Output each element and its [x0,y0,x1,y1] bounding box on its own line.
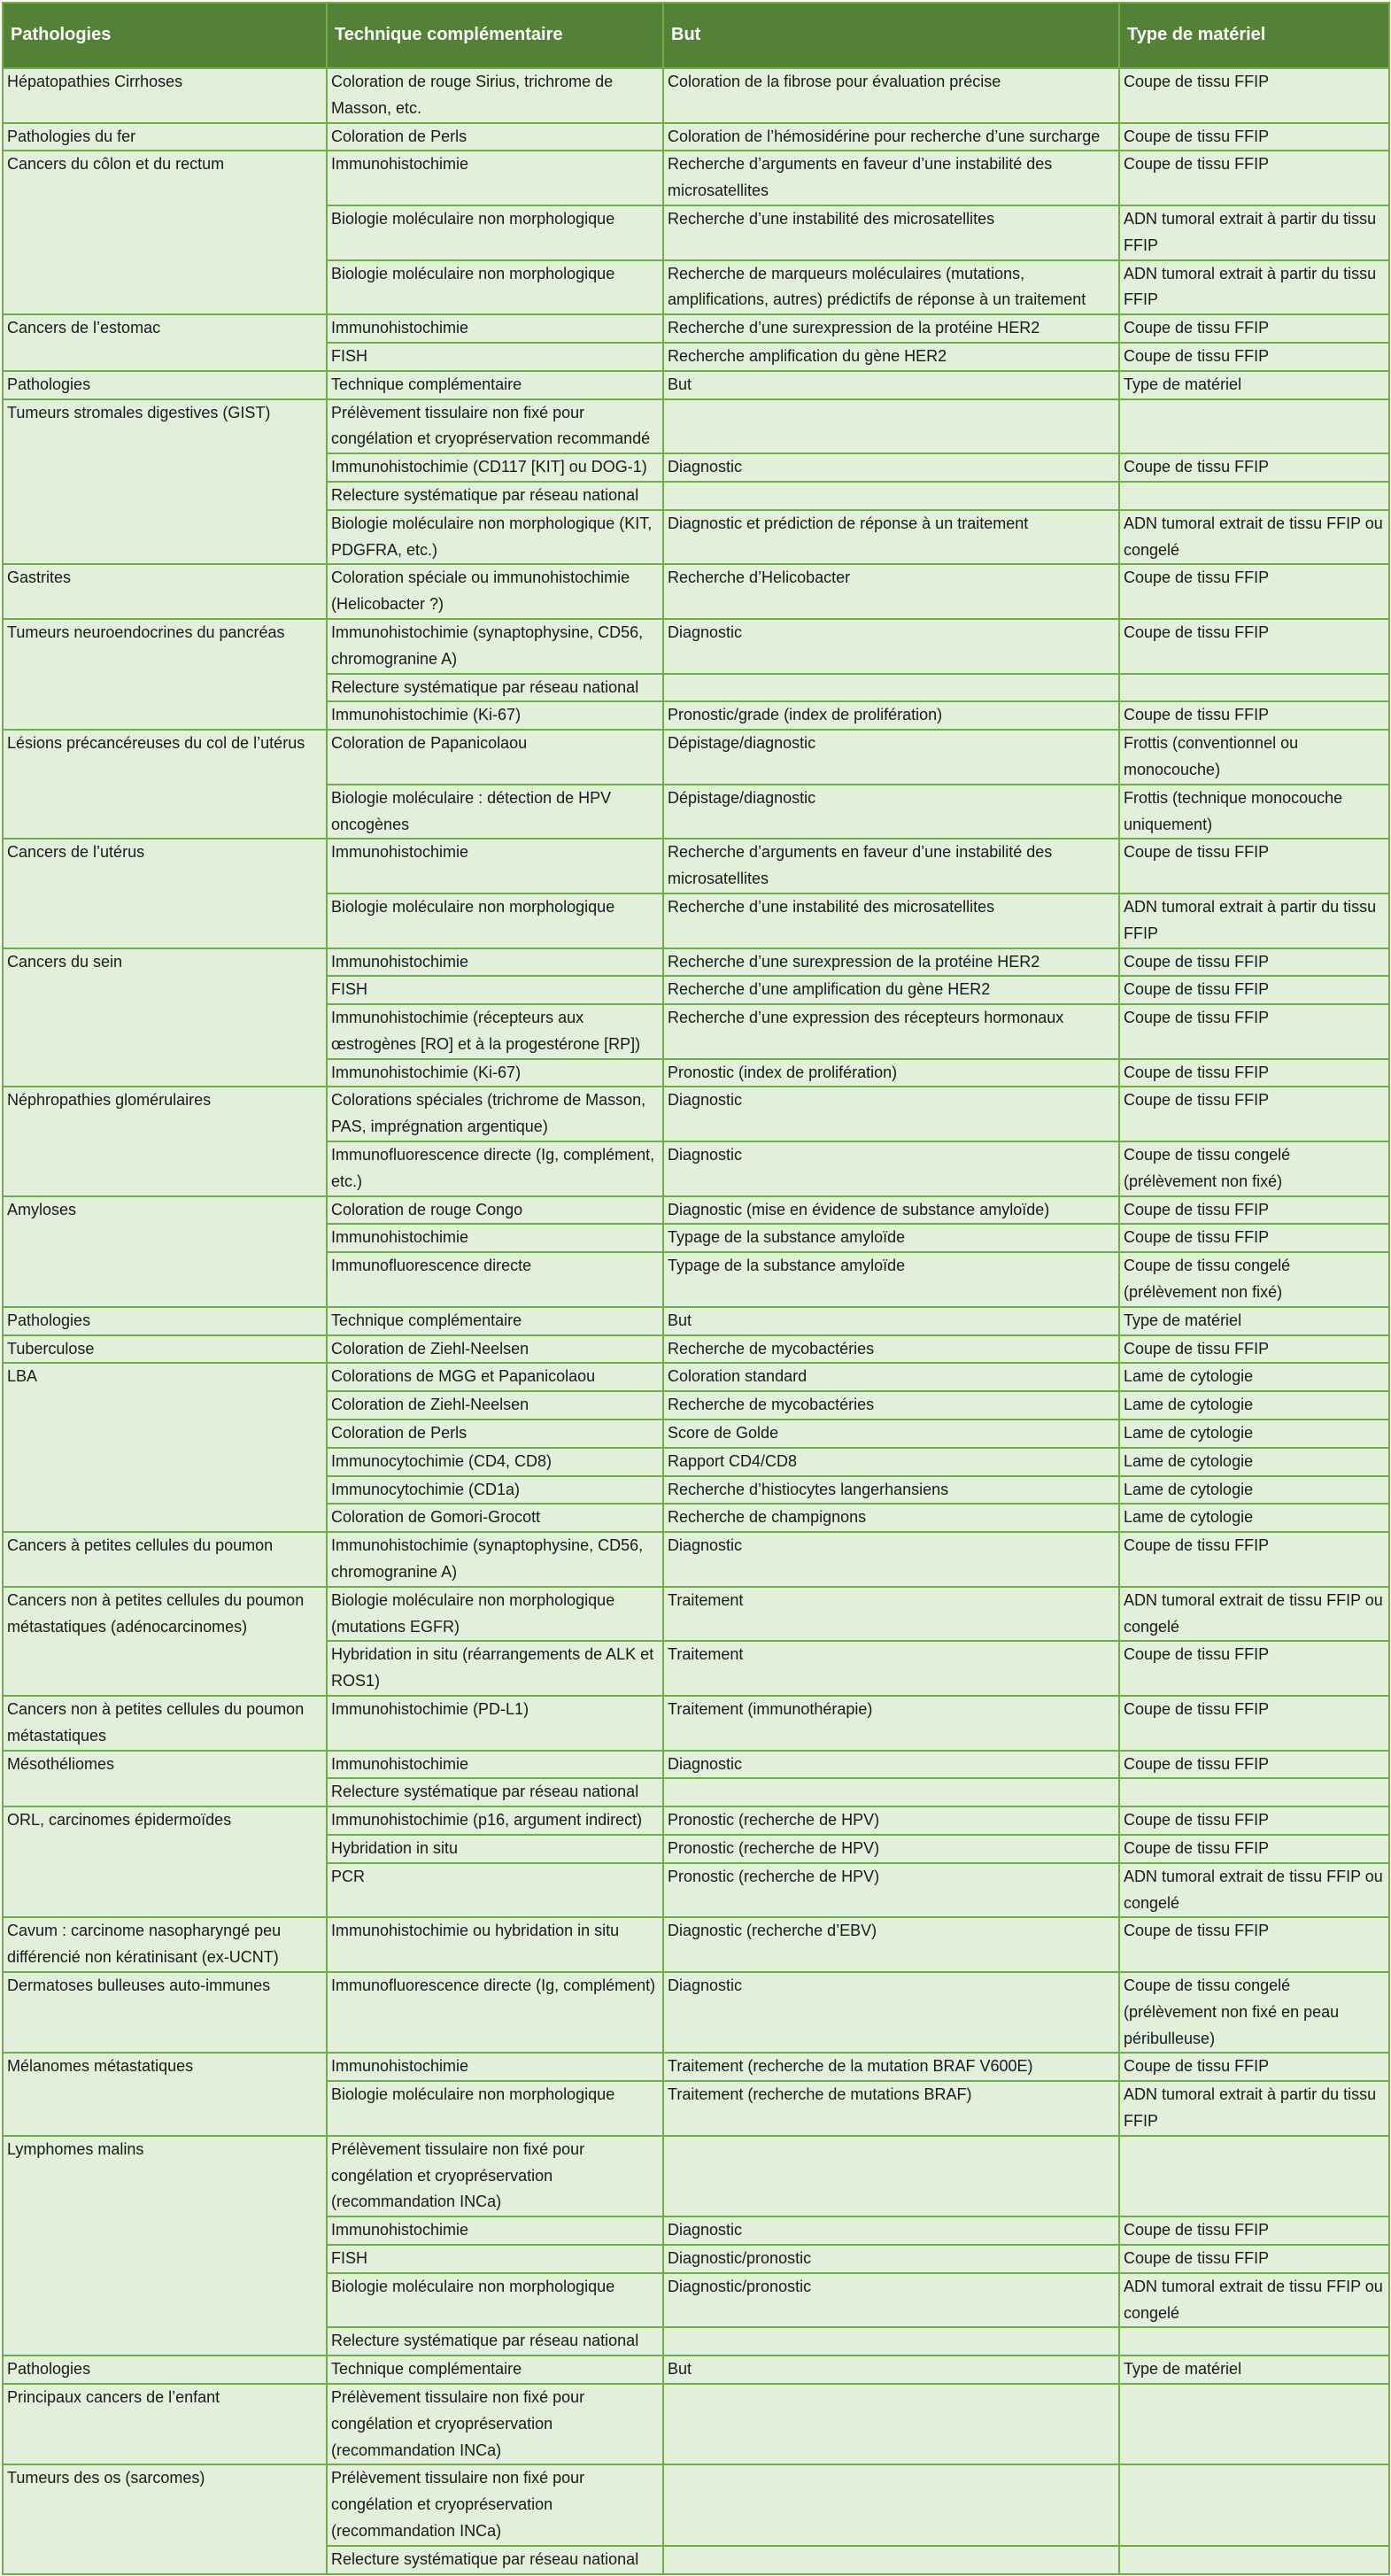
technique-cell: Coloration de rouge Congo [327,1196,663,1225]
goal-cell: Diagnostic (recherche d’EBV) [663,1917,1119,1972]
header-materiel: Type de matériel [1119,3,1389,68]
goal-cell: Coloration standard [663,1363,1119,1391]
material-cell: Lame de cytologie [1119,1504,1389,1532]
pathology-cell: Dermatoses bulleuses auto-immunes [3,1972,327,2053]
technique-cell: Relecture systématique par réseau national [327,1778,663,1806]
material-cell: Coupe de tissu FFIP [1119,2216,1389,2245]
goal-cell [663,2464,1119,2545]
technique-cell: Immunohistochimie [327,2216,663,2245]
technique-cell: Immunofluorescence directe [327,1252,663,1307]
material-cell: Coupe de tissu FFIP [1119,1335,1389,1364]
technique-cell: Biologie moléculaire : détection de HPV oncogènes [327,785,663,839]
table-row [3,2384,1389,2464]
goal-cell [663,674,1119,702]
table-row [3,1335,1389,1364]
pathology-cell: Hépatopathies Cirrhoses [3,68,327,123]
pathology-cell: Cancers non à petites cellules du poumon métastatiques [3,1696,327,1751]
table-row [3,399,1389,454]
pathology-cell: Cancers à petites cellules du poumon [3,1532,327,1587]
material-cell: Coupe de tissu FFIP [1119,619,1389,674]
pathology-cell: Amyloses [3,1196,327,1307]
technique-cell: PCR [327,1863,663,1918]
pathology-cell: Pathologies du fer [3,123,327,151]
pathology-cell: Tuberculose [3,1335,327,1364]
material-cell: ADN tumoral extrait à partir du tissu FFIP [1119,260,1389,315]
material-cell: Coupe de tissu FFIP [1119,151,1389,205]
material-cell: Coupe de tissu FFIP [1119,1641,1389,1696]
goal-cell: Recherche d’une surexpression de la protéine HER2 [663,314,1119,343]
technique-cell: FISH [327,2245,663,2273]
technique-cell: Immunocytochimie (CD1a) [327,1476,663,1505]
technique-cell: Immunohistochimie [327,314,663,343]
material-cell: ADN tumoral extrait de tissu FFIP ou congelé [1119,2273,1389,2328]
pathology-cell: Néphropathies glomérulaires [3,1087,327,1195]
goal-cell: Recherche d’Helicobacter [663,564,1119,619]
technique-cell: Prélèvement tissulaire non fixé pour congélation et cryopréservation (recommandation INCa) [327,2464,663,2545]
technique-cell: Coloration de Papanicolaou [327,730,663,785]
technique-cell: Colorations de MGG et Papanicolaou [327,1363,663,1391]
goal-cell: Recherche d’arguments en faveur d’une instabilité des microsatellites [663,151,1119,205]
goal-cell: Typage de la substance amyloïde [663,1252,1119,1307]
technique-cell: Immunofluorescence directe (Ig, complément) [327,1972,663,2053]
goal-cell: But [663,371,1119,399]
pathology-cell: ORL, carcinomes épidermoïdes [3,1806,327,1917]
technique-cell: Biologie moléculaire non morphologique [327,2081,663,2136]
goal-cell: Coloration de la fibrose pour évaluation précise [663,68,1119,123]
material-cell: ADN tumoral extrait à partir du tissu FFIP [1119,2081,1389,2136]
technique-cell: Coloration de Perls [327,123,663,151]
table-row [3,1806,1389,1835]
technique-cell: Colorations spéciales (trichrome de Masson, PAS, imprégnation argentique) [327,1087,663,1141]
goal-cell [663,2136,1119,2216]
technique-cell: Technique complémentaire [327,371,663,399]
goal-cell: Diagnostic [663,1532,1119,1587]
material-cell: Coupe de tissu FFIP [1119,2053,1389,2081]
header-row [3,3,1389,68]
material-cell: Coupe de tissu FFIP [1119,1806,1389,1835]
technique-cell: Biologie moléculaire non morphologique [327,2273,663,2328]
material-cell: Coupe de tissu FFIP [1119,314,1389,343]
technique-cell: Relecture systématique par réseau national [327,674,663,702]
goal-cell: Recherche d’une instabilité des microsatellites [663,205,1119,260]
material-cell [1119,2327,1389,2356]
goal-cell [663,2546,1119,2574]
goal-cell: Recherche de champignons [663,1504,1119,1532]
technique-cell: Biologie moléculaire non morphologique (mutations EGFR) [327,1587,663,1642]
goal-cell [663,1778,1119,1806]
technique-cell: Immunohistochimie (PD-L1) [327,1696,663,1751]
goal-cell: But [663,2356,1119,2384]
pathology-cell: Mélanomes métastatiques [3,2053,327,2135]
material-cell: Coupe de tissu FFIP [1119,68,1389,123]
technique-cell: Prélèvement tissulaire non fixé pour congélation et cryopréservation recommandé [327,399,663,454]
material-cell: Type de matériel [1119,1307,1389,1335]
table-body [3,68,1389,2574]
material-cell: Coupe de tissu FFIP [1119,1059,1389,1087]
table-row [3,564,1389,619]
goal-cell [663,399,1119,454]
goal-cell: Diagnostic [663,453,1119,482]
material-cell: Coupe de tissu FFIP [1119,564,1389,619]
table-row [3,1532,1389,1587]
material-cell: Coupe de tissu congelé (prélèvement non fixé) [1119,1141,1389,1196]
table-row [3,1363,1389,1391]
goal-cell: Traitement [663,1587,1119,1642]
technique-cell: Coloration de Perls [327,1420,663,1448]
material-cell: ADN tumoral extrait de tissu FFIP ou congelé [1119,1587,1389,1642]
goal-cell: Pronostic (recherche de HPV) [663,1806,1119,1835]
technique-cell: Technique complémentaire [327,2356,663,2384]
header-pathologies: Pathologies [3,3,327,68]
table-row [3,68,1389,123]
pathology-cell: Pathologies [3,1307,327,1335]
table-row [3,619,1389,674]
goal-cell: Recherche d’une instabilité des microsatellites [663,893,1119,948]
technique-cell: Biologie moléculaire non morphologique [327,893,663,948]
goal-cell: Diagnostic [663,1087,1119,1141]
goal-cell [663,482,1119,510]
goal-cell: Diagnostic [663,1751,1119,1779]
goal-cell: Diagnostic [663,1141,1119,1196]
table-header [3,3,1389,68]
material-cell: Lame de cytologie [1119,1476,1389,1505]
technique-cell: Immunohistochimie [327,2053,663,2081]
table-row [3,2356,1389,2384]
table-row [3,371,1389,399]
material-cell [1119,2136,1389,2216]
technique-cell: Prélèvement tissulaire non fixé pour congélation et cryopréservation (recommandation INCa) [327,2384,663,2464]
material-cell: ADN tumoral extrait à partir du tissu FFIP [1119,893,1389,948]
material-cell: Coupe de tissu FFIP [1119,1532,1389,1587]
goal-cell: Recherche d’une amplification du gène HER2 [663,976,1119,1004]
goal-cell: Recherche d’une expression des récepteurs hormonaux [663,1004,1119,1059]
pathology-cell: Cavum : carcinome nasopharyngé peu différencié non kératinisant (ex-UCNT) [3,1917,327,1972]
material-cell [1119,1778,1389,1806]
goal-cell: Traitement [663,1641,1119,1696]
goal-cell: Diagnostic [663,2216,1119,2245]
pathology-cell: Gastrites [3,564,327,619]
material-cell: Coupe de tissu congelé (prélèvement non fixé en peau péribulleuse) [1119,1972,1389,2053]
material-cell: Coupe de tissu FFIP [1119,1196,1389,1225]
pathology-cell: Cancers du côlon et du rectum [3,151,327,314]
material-cell: ADN tumoral extrait à partir du tissu FFIP [1119,205,1389,260]
material-cell: Type de matériel [1119,2356,1389,2384]
material-cell: ADN tumoral extrait de tissu FFIP ou congelé [1119,510,1389,565]
technique-cell: Immunohistochimie (CD117 [KIT] ou DOG-1) [327,453,663,482]
goal-cell: Typage de la substance amyloïde [663,1224,1119,1252]
goal-cell: Pronostic (recherche de HPV) [663,1835,1119,1863]
table-row [3,1751,1389,1779]
table-row [3,1307,1389,1335]
technique-cell: Biologie moléculaire non morphologique (KIT, PDGFRA, etc.) [327,510,663,565]
technique-cell: Coloration de Gomori-Grocott [327,1504,663,1532]
material-cell: Coupe de tissu FFIP [1119,453,1389,482]
material-cell [1119,674,1389,702]
technique-cell: Immunohistochimie (Ki-67) [327,1059,663,1087]
goal-cell: Diagnostic/pronostic [663,2245,1119,2273]
technique-cell: FISH [327,343,663,371]
material-cell: Frottis (conventionnel ou monocouche) [1119,730,1389,785]
pathology-cell: Pathologies [3,2356,327,2384]
pathology-cell: Cancers de l’estomac [3,314,327,371]
goal-cell: Traitement (recherche de la mutation BRAF V600E) [663,2053,1119,2081]
technique-cell: Immunohistochimie [327,151,663,205]
material-cell: Coupe de tissu FFIP [1119,2245,1389,2273]
technique-cell: Prélèvement tissulaire non fixé pour congélation et cryopréservation (recommandation INCa) [327,2136,663,2216]
material-cell: Frottis (technique monocouche uniquement) [1119,785,1389,839]
technique-cell: Biologie moléculaire non morphologique [327,260,663,315]
goal-cell: Recherche de marqueurs moléculaires (mutations, amplifications, autres) prédictifs de réponse à un traitement [663,260,1119,315]
material-cell: Coupe de tissu FFIP [1119,1087,1389,1141]
material-cell: Coupe de tissu FFIP [1119,123,1389,151]
material-cell: Coupe de tissu FFIP [1119,1751,1389,1779]
pathology-cell: Lymphomes malins [3,2136,327,2356]
table-row [3,2053,1389,2081]
material-cell [1119,2464,1389,2545]
goal-cell: But [663,1307,1119,1335]
goal-cell [663,2327,1119,2356]
technique-cell: Immunohistochimie [327,839,663,893]
table-row [3,2136,1389,2216]
pathology-cell: Tumeurs stromales digestives (GIST) [3,399,327,565]
technique-cell: Biologie moléculaire non morphologique [327,205,663,260]
table-row [3,1587,1389,1642]
table-row [3,839,1389,893]
material-cell: Coupe de tissu FFIP [1119,1696,1389,1751]
goal-cell: Diagnostic et prédiction de réponse à un traitement [663,510,1119,565]
technique-cell: Immunohistochimie (Ki-67) [327,701,663,730]
technique-cell: Hybridation in situ [327,1835,663,1863]
table-row [3,314,1389,343]
pathology-cell: Tumeurs des os (sarcomes) [3,2464,327,2573]
table-row [3,948,1389,977]
pathology-cell: Cancers de l’utérus [3,839,327,948]
goal-cell: Diagnostic (mise en évidence de substance amyloïde) [663,1196,1119,1225]
table-row [3,2464,1389,2545]
pathology-cell: Mésothéliomes [3,1751,327,1807]
material-cell [1119,2546,1389,2574]
technique-cell: Immunohistochimie (p16, argument indirect) [327,1806,663,1835]
material-cell: Lame de cytologie [1119,1363,1389,1391]
technique-cell: Immunohistochimie ou hybridation in situ [327,1917,663,1972]
material-cell: Coupe de tissu FFIP [1119,1224,1389,1252]
table-row [3,1696,1389,1751]
technique-cell: Coloration spéciale ou immunohistochimie (Helicobacter ?) [327,564,663,619]
goal-cell: Recherche de mycobactéries [663,1335,1119,1364]
table-row [3,123,1389,151]
material-cell: Coupe de tissu FFIP [1119,1917,1389,1972]
goal-cell: Dépistage/diagnostic [663,785,1119,839]
technique-cell: Relecture systématique par réseau national [327,2327,663,2356]
goal-cell: Recherche d’histiocytes langerhansiens [663,1476,1119,1505]
material-cell [1119,2384,1389,2464]
material-cell: Coupe de tissu congelé (prélèvement non fixé) [1119,1252,1389,1307]
table-row [3,1087,1389,1141]
technique-cell: Immunohistochimie [327,948,663,977]
material-cell: Lame de cytologie [1119,1391,1389,1420]
goal-cell: Recherche de mycobactéries [663,1391,1119,1420]
goal-cell: Traitement (immunothérapie) [663,1696,1119,1751]
pathology-cell: Lésions précancéreuses du col de l’utérus [3,730,327,839]
goal-cell: Coloration de l’hémosidérine pour recherche d’une surcharge [663,123,1119,151]
goal-cell: Recherche d’une surexpression de la protéine HER2 [663,948,1119,977]
table-row [3,730,1389,785]
technique-cell: Immunofluorescence directe (Ig, complément, etc.) [327,1141,663,1196]
material-cell: ADN tumoral extrait de tissu FFIP ou congelé [1119,1863,1389,1918]
table-row [3,1196,1389,1225]
material-cell: Coupe de tissu FFIP [1119,343,1389,371]
technique-cell: Immunocytochimie (CD4, CD8) [327,1448,663,1476]
pathology-cell: Tumeurs neuroendocrines du pancréas [3,619,327,730]
table-row [3,151,1389,205]
table-row [3,1972,1389,2053]
goal-cell: Diagnostic [663,1972,1119,2053]
technique-cell: Immunohistochimie (récepteurs aux œstrogènes [RO] et à la progestérone [RP]) [327,1004,663,1059]
material-cell: Coupe de tissu FFIP [1119,976,1389,1004]
material-cell: Coupe de tissu FFIP [1119,701,1389,730]
technique-cell: Immunohistochimie [327,1224,663,1252]
material-cell: Type de matériel [1119,371,1389,399]
header-technique: Technique complémentaire [327,3,663,68]
goal-cell: Score de Golde [663,1420,1119,1448]
goal-cell: Pronostic (index de prolifération) [663,1059,1119,1087]
pathology-cell: LBA [3,1363,327,1532]
goal-cell: Recherche amplification du gène HER2 [663,343,1119,371]
pathology-cell: Cancers non à petites cellules du poumon métastatiques (adénocarcinomes) [3,1587,327,1696]
material-cell: Coupe de tissu FFIP [1119,948,1389,977]
technique-cell: Coloration de Ziehl-Neelsen [327,1335,663,1364]
technique-cell: Hybridation in situ (réarrangements de ALK et ROS1) [327,1641,663,1696]
goal-cell: Recherche d’arguments en faveur d’une instabilité des microsatellites [663,839,1119,893]
pathology-cell: Cancers du sein [3,948,327,1087]
technique-cell: Immunohistochimie (synaptophysine, CD56, chromogranine A) [327,619,663,674]
goal-cell: Pronostic/grade (index de prolifération) [663,701,1119,730]
goal-cell: Diagnostic [663,619,1119,674]
goal-cell: Rapport CD4/CD8 [663,1448,1119,1476]
goal-cell: Diagnostic/pronostic [663,2273,1119,2328]
goal-cell: Traitement (recherche de mutations BRAF) [663,2081,1119,2136]
material-cell: Coupe de tissu FFIP [1119,1835,1389,1863]
material-cell: Lame de cytologie [1119,1420,1389,1448]
technique-cell: Relecture systématique par réseau national [327,2546,663,2574]
pathology-cell: Pathologies [3,371,327,399]
header-but: But [663,3,1119,68]
technique-cell: Immunohistochimie (synaptophysine, CD56, chromogranine A) [327,1532,663,1587]
pathology-techniques-table [2,2,1390,2575]
material-cell: Lame de cytologie [1119,1448,1389,1476]
goal-cell: Pronostic (recherche de HPV) [663,1863,1119,1918]
pathology-cell: Principaux cancers de l’enfant [3,2384,327,2464]
technique-cell: Technique complémentaire [327,1307,663,1335]
technique-cell: FISH [327,976,663,1004]
material-cell [1119,399,1389,454]
technique-cell: Relecture systématique par réseau national [327,482,663,510]
technique-cell: Immunohistochimie [327,1751,663,1779]
technique-cell: Coloration de Ziehl-Neelsen [327,1391,663,1420]
goal-cell: Dépistage/diagnostic [663,730,1119,785]
technique-cell: Coloration de rouge Sirius, trichrome de Masson, etc. [327,68,663,123]
goal-cell [663,2384,1119,2464]
material-cell [1119,482,1389,510]
material-cell: Coupe de tissu FFIP [1119,839,1389,893]
table-row [3,1917,1389,1972]
material-cell: Coupe de tissu FFIP [1119,1004,1389,1059]
